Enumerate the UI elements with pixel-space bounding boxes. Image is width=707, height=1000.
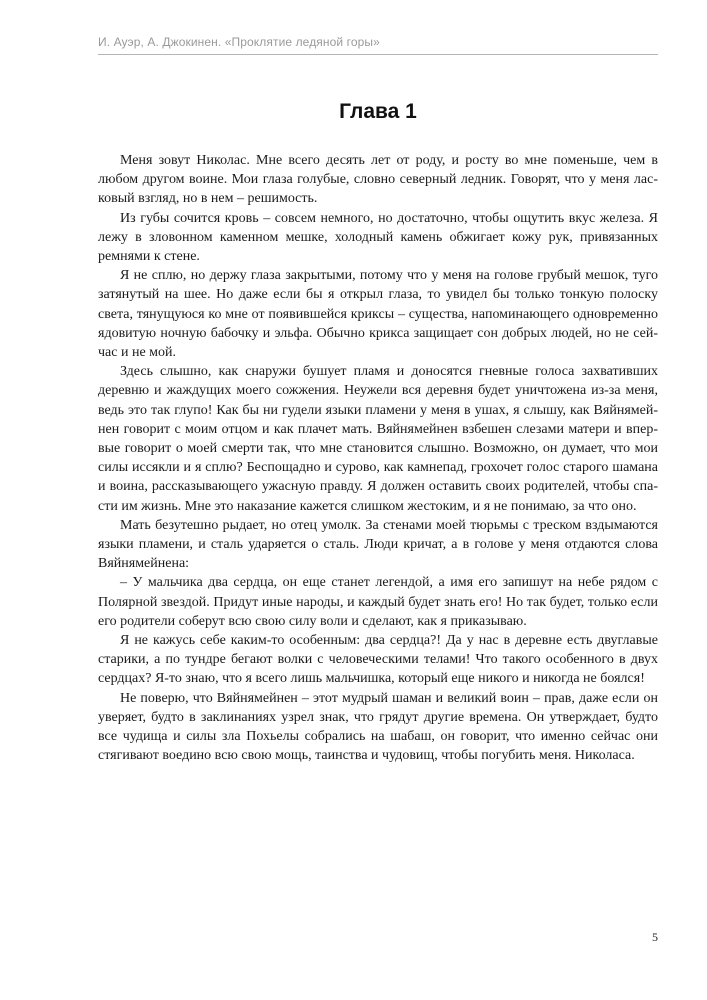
- paragraph-2: Из губы сочится кровь – совсем немного, но достаточно, чтобы ощутить вкус железа. Я лежу в зловонном каменном мешке, холодный камень обжигает кожу рук, привязанных ремнями к стене.: [98, 210, 658, 265]
- paragraph-4: Здесь слышно, как снаружи бушует пламя и доносятся гневные голоса захвативших деревню и жаждущих моего сожжения. Неужели вся деревня будет уничтожена из-за меня, ведь это так глупо! Как бы ни гудели языки пламени у меня в ушах, я слышу, как Вяйнямейнен говорит с моим отцом и как плачет мать. Вяйнямейнен взбешен слезами матери и впервые говорит о моей смерти так, что мне становится слышно. Возможно, он думает, что мои силы иссякли и я сплю? Беспощадно и сурово, как камнепад, грохочет голос старого шамана и воина, рассказывающего ужасную правду. Я должен оставить своих родителей, чтобы спасти им жизнь. Мне это наказание кажется слишком жестоким, и я не понимаю, за что оно.: [98, 364, 658, 514]
- running-head: И. Ауэр, А. Джокинен. «Проклятие ледяной горы»: [98, 35, 380, 49]
- paragraph-6: – У мальчика два сердца, он еще станет легендой, а имя его запишут на небе рядом с Полярной звездой. Придут иные народы, и каждый будет знать его! Но так будет, только если его родители соберут всю свою силу воли и сделают, как я приказываю.: [98, 575, 658, 629]
- paragraph-5: Мать безутешно рыдает, но отец умолк. За стенами моей тюрьмы с треском вздымаются языки пламени, и сталь ударяется о сталь. Люди кричат, а в голове у меня отдаются слова Вяйнямейнена:: [98, 517, 658, 572]
- paragraph-8: Не поверю, что Вяйнямейнен – этот мудрый шаман и великий воин – прав, даже если он уверяет, будто в заклинаниях узрел знак, что грядут другие времена. Он утверждает, будто все чудища и силы зла Похьелы собрались на шабаш, он говорит, что именно сейчас они стягивают воедино всю свою мощь, таинства и чудовищ, чтобы погубить меня. Николаса.: [98, 690, 658, 764]
- chapter-title: Глава 1: [339, 100, 417, 123]
- body-text: [98, 151, 658, 766]
- paragraph-3: Я не сплю, но держу глаза закрытыми, потому что у меня на голове грубый мешок, туго затянутый на шее. Но даже если бы я открыл глаза, то увидел бы только тонкую полоску света, тянущуюся ко мне от появившейся криксы – существа, напоминающего одновременно ядовитую ночную бабочку и эльфа. Обычно крикса защищает сон добрых людей, но не сейчас и не мой.: [98, 268, 658, 361]
- header-divider: [98, 54, 658, 55]
- paragraph-1: Меня зовут Николас. Мне всего десять лет от роду, и росту во мне поменьше, чем в любом другом воине. Мои глаза голубые, словно северный ледник. Говорят, что у меня ласковый взгляд, но в нем – решимость.: [98, 153, 658, 207]
- page-number: 5: [652, 930, 658, 944]
- paragraph-7: Я не кажусь себе каким-то особенным: два сердца?! Да у нас в деревне есть двуглавые старики, а по тундре бегают волки с человеческими телами! Что такого особенного в двух сердцах? Я-то знаю, что я всего лишь мальчишка, который еще никого и никогда не боялся!: [98, 633, 658, 687]
